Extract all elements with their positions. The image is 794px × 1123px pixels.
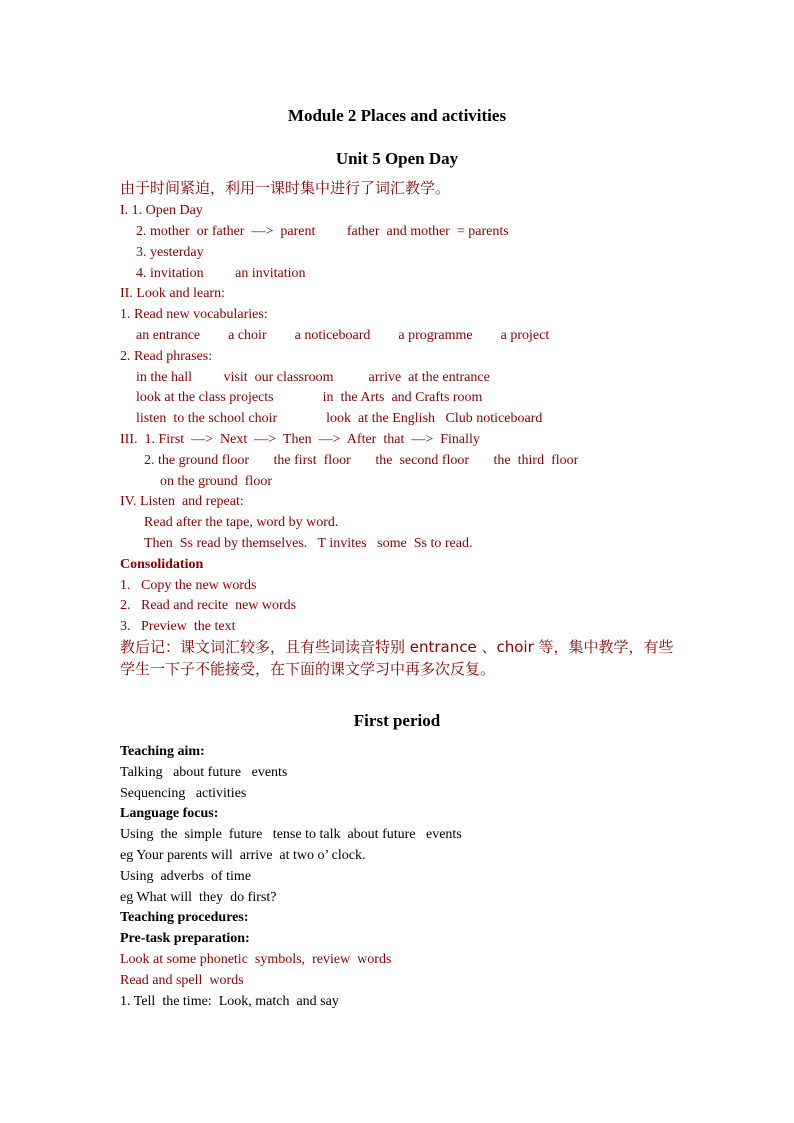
section1-item2: 2. mother or father —> parent father and mother = parents xyxy=(136,224,509,239)
vocab-heading: 1. Read new vocabularies: xyxy=(120,307,268,322)
teaching-aim-2: Sequencing activities xyxy=(120,786,247,801)
section3-line2: 2. the ground floor the first floor the second floor the third floor xyxy=(144,453,579,468)
section3-line1: III. 1. First —> Next —> Then —> After that —> Finally xyxy=(120,432,480,447)
phrase-line-3: listen to the school choir look at the English Club noticeboard xyxy=(136,411,543,426)
language-focus-4: eg What will they do first? xyxy=(120,890,277,905)
section1-item4: 4. invitation an invitation xyxy=(136,266,306,281)
pretask-heading: Pre-task preparation: xyxy=(120,931,250,946)
language-focus-1: Using the simple future tense to talk about future events xyxy=(120,827,462,842)
pretask-line-2: Read and spell words xyxy=(120,973,244,988)
intro-note: 由于时间紧迫，利用一课时集中进行了词汇教学。 xyxy=(120,179,451,197)
section2-heading: II. Look and learn: xyxy=(120,286,225,301)
phrases-heading: 2. Read phrases: xyxy=(120,349,213,364)
consolidation-item: 1. Copy the new words xyxy=(120,578,257,593)
pretask-line-3: 1. Tell the time: Look, match and say xyxy=(120,994,339,1009)
unit-title: Unit 5 Open Day xyxy=(335,149,459,168)
phrase-line-2: look at the class projects in the Arts and Crafts room xyxy=(136,390,483,405)
postscript-line-2: 学生一下子不能接受，在下面的课文学习中再多次反复。 xyxy=(120,660,496,678)
language-focus-2: eg Your parents will arrive at two o’ clock. xyxy=(120,848,366,863)
teaching-aim-1: Talking about future events xyxy=(120,765,288,780)
consolidation-item: 2. Read and recite new words xyxy=(120,598,297,613)
section4-heading: IV. Listen and repeat: xyxy=(120,494,244,509)
language-focus-heading: Language focus: xyxy=(120,806,219,821)
teaching-aim-heading: Teaching aim: xyxy=(120,744,205,759)
section1-heading: I. 1. Open Day xyxy=(120,203,203,218)
vocab-line: an entrance a choir a noticeboard a programme a project xyxy=(136,328,550,343)
phrase-line-1: in the hall visit our classroom arrive at the entrance xyxy=(136,370,490,385)
consolidation-heading: Consolidation xyxy=(120,557,204,572)
pretask-line-1: Look at some phonetic symbols, review words xyxy=(120,952,392,967)
consolidation-item: 3. Preview the text xyxy=(120,619,236,634)
section3-line3: on the ground floor xyxy=(160,474,272,489)
section4-line1: Read after the tape, word by word. xyxy=(144,515,339,530)
postscript-line-1: 教后记：课文词汇较多，且有些词读音特别 entrance 、choir 等，集中教学，有些 xyxy=(120,638,674,656)
procedures-heading: Teaching procedures: xyxy=(120,910,249,925)
language-focus-3: Using adverbs of time xyxy=(120,869,252,884)
section1-item3: 3. yesterday xyxy=(136,245,204,260)
module-title: Module 2 Places and activities xyxy=(287,106,507,125)
section4-line2: Then Ss read by themselves. T invites some Ss to read. xyxy=(144,536,473,551)
first-period-title: First period xyxy=(353,711,441,730)
